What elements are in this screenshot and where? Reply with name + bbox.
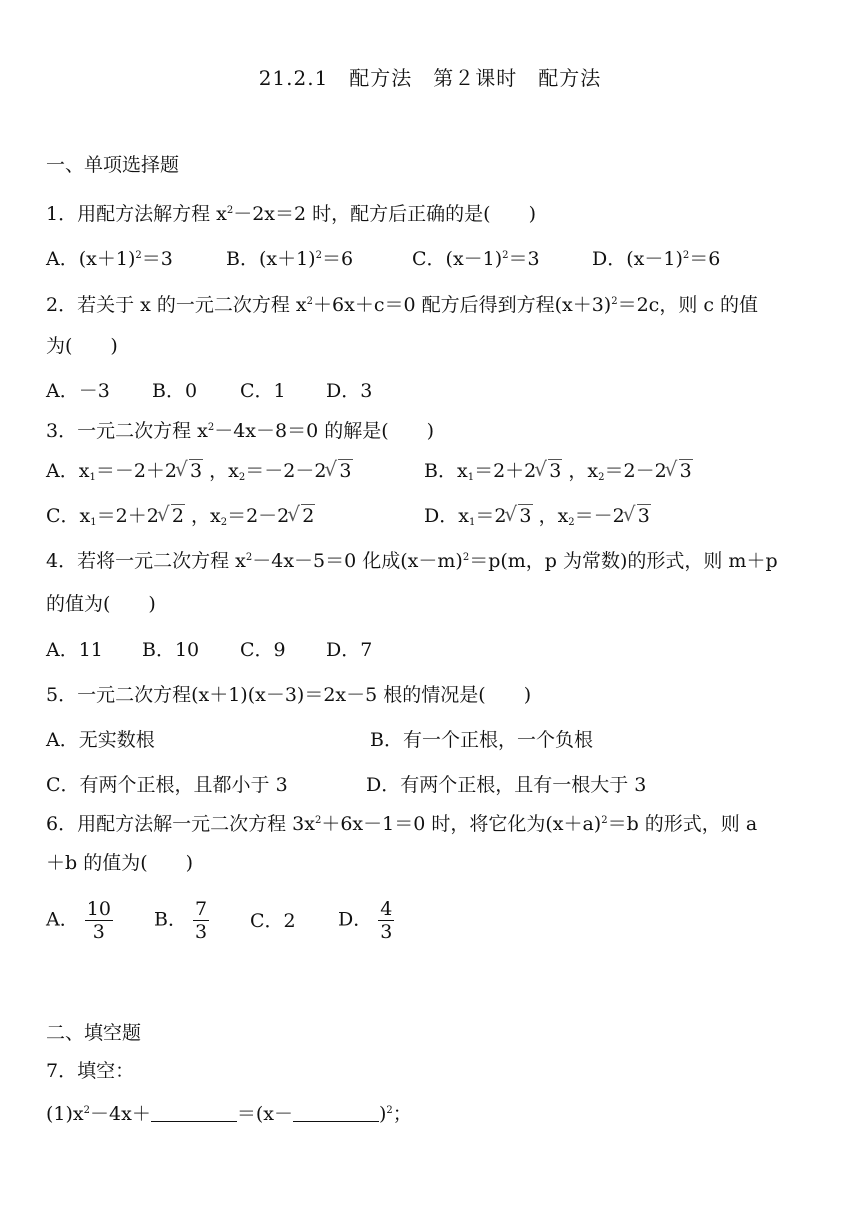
question-4: 4．若将一元二次方程 $x^2-4x-5=0$ 化成$(x-m)^2=p(m$，p 为常数)的形式，则 m＋p: [46, 550, 778, 572]
q2-option-a: A．－3: [46, 380, 110, 402]
answer-blank: [151, 1103, 237, 1122]
q3-option-d: D．$x_1=2√$ 3 ，$x_2=-2√$ 3: [424, 503, 651, 536]
q4-option-c: C．9: [240, 639, 286, 661]
q2-option-c: C．1: [240, 380, 286, 402]
section-heading-fill: 二、填空题: [46, 1022, 142, 1044]
q6-option-b: B． $\frac{7}{3}$: [154, 898, 208, 943]
q5-option-d: D．有两个正根，且有一根大于 3: [366, 774, 647, 796]
question-6-cont: ＋b 的值为( ): [46, 852, 194, 874]
q6-option-d: D． $\frac{4}{3}$: [338, 898, 393, 943]
q3-option-b: B．$x_1=2+2√$ 3 ，$x_2=2-2√$ 3: [424, 458, 693, 491]
question-2: 2．若关于 x 的一元二次方程 $x^2+6x+c=0$ 配方后得到方程$(x+3)^2=2c$，则 c 的值: [46, 294, 759, 316]
question-1: 1．用配方法解方程 $x^2-2x=2$ 时，配方后正确的是( ): [46, 203, 536, 225]
q3-option-c: C．$x_1=2+2√$ 2 ，$x_2=2-2√$ 2: [46, 503, 315, 536]
question-5: 5．一元二次方程(x＋1)(x－3)＝2x－5 根的情况是( ): [46, 684, 532, 706]
section-heading-choice: 一、单项选择题: [46, 154, 180, 176]
q4-option-d: D．7: [326, 639, 373, 661]
question-2-cont: 为( ): [46, 335, 118, 357]
q5-option-c: C．有两个正根，且都小于 3: [46, 774, 288, 796]
question-7-part-1: $(1)x^2-4x+ =(x- )^2$；: [46, 1103, 412, 1125]
answer-blank: [293, 1103, 379, 1122]
q1-option-a: A．$(x+1)^2=3$: [46, 248, 173, 270]
q2-option-b: B．0: [152, 380, 198, 402]
q2-option-d: D．3: [326, 380, 373, 402]
q6-option-c: C．2: [250, 910, 296, 932]
q3-option-a: A．$x_1=-2+2√$ 3 ，$x_2=-2-2√$ 3: [46, 458, 353, 491]
q5-option-a: A．无实数根: [46, 729, 155, 751]
question-6: 6．用配方法解一元二次方程 $3x^2+6x-1=0$ 时，将它化为$(x+a)^2=b$ 的形式，则 a: [46, 813, 758, 835]
page-title: 21.2.1 配方法 第２课时 配方法: [258, 66, 602, 90]
q1-option-b: B．$(x+1)^2=6$: [226, 248, 354, 270]
q1-option-d: D．$(x-1)^2=6$: [592, 248, 721, 270]
question-4-cont: 的值为( ): [46, 593, 156, 615]
q1-option-c: C．$(x-1)^2=3$: [412, 248, 540, 270]
q6-option-a: A． $\frac{10}{3}$: [46, 898, 111, 943]
q5-option-b: B．有一个正根，一个负根: [370, 729, 593, 751]
question-7: 7．填空：: [46, 1060, 135, 1082]
q4-option-b: B．10: [142, 639, 200, 661]
q4-option-a: A．11: [46, 639, 103, 661]
question-3: 3．一元二次方程 $x^2-4x-8=0$ 的解是( ): [46, 420, 435, 442]
